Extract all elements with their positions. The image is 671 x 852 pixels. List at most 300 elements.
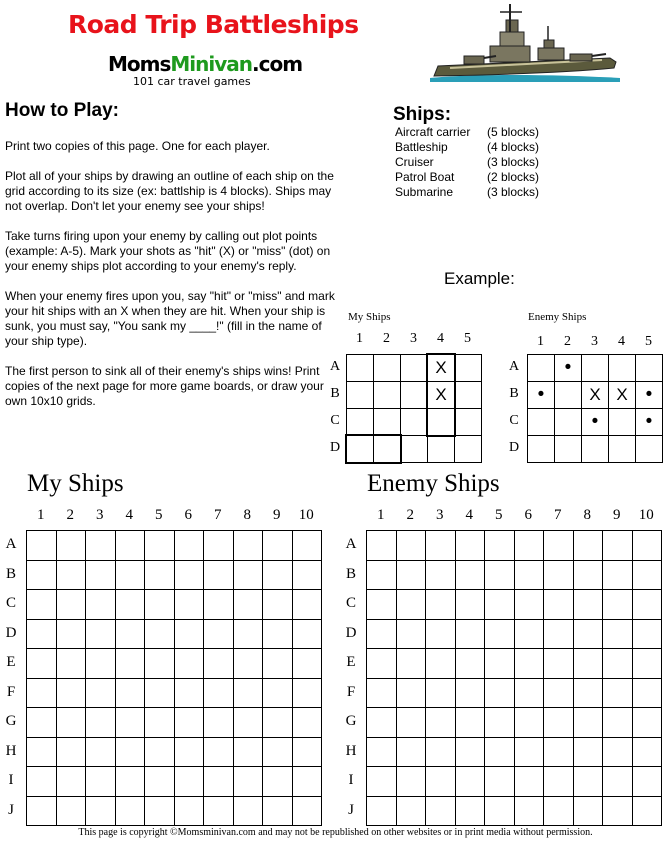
grid-cell[interactable]: • [582, 409, 609, 436]
grid-cell[interactable] [544, 767, 574, 797]
grid-cell[interactable] [174, 708, 204, 738]
grid-cell[interactable] [174, 619, 204, 649]
row-letter: B [509, 386, 519, 402]
grid-cell[interactable] [115, 619, 145, 649]
grid-cell[interactable] [56, 796, 86, 826]
grid-cell[interactable] [514, 649, 544, 679]
grid-cell[interactable] [396, 531, 426, 561]
grid-cell[interactable] [555, 409, 582, 436]
grid-cell[interactable] [233, 649, 263, 679]
grid-cell[interactable] [204, 678, 234, 708]
grid-cell[interactable] [27, 737, 57, 767]
grid-cell[interactable] [603, 590, 633, 620]
grid-cell[interactable] [426, 708, 456, 738]
grid-cell[interactable] [145, 767, 175, 797]
ship-row [395, 140, 539, 155]
grid-cell[interactable] [27, 590, 57, 620]
grid-cell[interactable] [204, 708, 234, 738]
grid-cell[interactable] [396, 737, 426, 767]
grid-cell[interactable] [263, 796, 293, 826]
grid-cell[interactable] [603, 678, 633, 708]
grid-cell[interactable] [544, 619, 574, 649]
grid-table [527, 354, 663, 463]
grid-cell[interactable] [347, 409, 374, 436]
grid-cell[interactable] [174, 737, 204, 767]
grid-cell[interactable] [426, 767, 456, 797]
ship-name: Cruiser [395, 155, 434, 169]
grid-cell[interactable] [485, 796, 515, 826]
grid-cell[interactable] [426, 560, 456, 590]
row-letter: A [508, 359, 520, 375]
column-number: 5 [155, 507, 163, 523]
row-letter: J [348, 801, 354, 818]
grid-cell[interactable] [233, 531, 263, 561]
ships-list [395, 125, 539, 200]
grid-cell[interactable] [204, 531, 234, 561]
column-number: 4 [437, 331, 444, 346]
example-heading: Example: [444, 269, 515, 288]
grid-cell[interactable] [174, 767, 204, 797]
grid-cell[interactable] [374, 382, 401, 409]
column-number: 5 [645, 334, 652, 349]
grid-cell[interactable] [455, 409, 482, 436]
grid-cell[interactable] [401, 436, 428, 463]
grid-cell[interactable] [573, 708, 603, 738]
grid-cell[interactable] [204, 737, 234, 767]
grid-cell[interactable] [396, 767, 426, 797]
grid-cell[interactable] [263, 560, 293, 590]
grid-cell[interactable] [115, 708, 145, 738]
grid-cell[interactable] [396, 678, 426, 708]
grid-cell[interactable] [485, 737, 515, 767]
column-number: 9 [613, 507, 621, 523]
copyright-footer: This page is copyright ©Momsminivan.com and may not be republished on other websites or in print media without permission. [78, 827, 593, 838]
column-number: 7 [554, 507, 562, 523]
grid-cell[interactable] [514, 619, 544, 649]
grid-cell[interactable] [636, 355, 663, 382]
grid-cell[interactable] [544, 590, 574, 620]
grid-cell[interactable] [455, 531, 485, 561]
grid-cell[interactable] [555, 436, 582, 463]
row-letter: I [348, 772, 354, 789]
grid-cell[interactable] [455, 708, 485, 738]
grid-cell[interactable] [485, 531, 515, 561]
grid-cell[interactable] [528, 355, 555, 382]
grid-cell[interactable] [86, 649, 116, 679]
grid-cell[interactable] [455, 796, 485, 826]
column-number: 1 [537, 334, 544, 349]
column-number: 7 [214, 507, 222, 523]
grid-cell[interactable] [263, 619, 293, 649]
grid-cell[interactable] [27, 619, 57, 649]
grid-cell[interactable] [632, 619, 662, 649]
grid-cell[interactable] [27, 649, 57, 679]
column-number: 10 [298, 507, 314, 523]
grid-cell[interactable] [56, 649, 86, 679]
rule-paragraph: Plot all of your ships by drawing an outline of each ship on the grid according to its size (ex: battlship is 4 blocks). Ships may not overlap. Don't let your enemy see your ships! [5, 169, 334, 213]
grid-cell[interactable] [573, 619, 603, 649]
row-letter: C [345, 595, 356, 612]
grid-cell[interactable] [204, 560, 234, 590]
row-letter: F [346, 683, 356, 700]
grid-cell[interactable] [426, 678, 456, 708]
grid-cell[interactable]: • [528, 382, 555, 409]
grid-cell[interactable] [632, 560, 662, 590]
row-letter: D [345, 624, 357, 641]
grid-cell[interactable] [174, 590, 204, 620]
grid-cell[interactable] [263, 649, 293, 679]
grid-cell[interactable] [544, 737, 574, 767]
grid-cell[interactable] [426, 590, 456, 620]
grid-cell[interactable] [86, 619, 116, 649]
grid-cell[interactable] [573, 678, 603, 708]
grid-cell[interactable] [455, 560, 485, 590]
grid-cell[interactable] [603, 619, 633, 649]
grid-cell[interactable] [609, 409, 636, 436]
grid-cell[interactable] [27, 796, 57, 826]
grid-cell[interactable] [115, 531, 145, 561]
grid-cell[interactable] [86, 560, 116, 590]
grid-cell[interactable] [374, 409, 401, 436]
row-letter: C [509, 413, 519, 429]
grid-row [27, 708, 322, 738]
grid-cell[interactable] [292, 767, 322, 797]
grid-cell[interactable] [263, 590, 293, 620]
grid-row [27, 590, 322, 620]
row-letter: I [8, 772, 14, 789]
ship-row [395, 155, 539, 170]
grid-cell[interactable] [347, 382, 374, 409]
grid-cell[interactable] [603, 737, 633, 767]
grid-cell[interactable] [401, 355, 428, 382]
grid-cell[interactable] [115, 796, 145, 826]
grid-row [367, 708, 662, 738]
grid-cell[interactable] [367, 678, 397, 708]
grid-cell[interactable] [174, 531, 204, 561]
grid-cell[interactable] [514, 678, 544, 708]
grid-cell[interactable] [367, 560, 397, 590]
grid-cell[interactable] [292, 531, 322, 561]
grid-cell[interactable] [514, 767, 544, 797]
grid-cell[interactable] [145, 619, 175, 649]
grid-cell[interactable] [582, 355, 609, 382]
grid-cell[interactable] [528, 409, 555, 436]
grid-row [528, 382, 663, 409]
grid-cell[interactable] [367, 796, 397, 826]
grid-cell[interactable] [603, 796, 633, 826]
grid-cell[interactable] [174, 678, 204, 708]
grid-cell[interactable] [485, 708, 515, 738]
grid-cell[interactable] [86, 767, 116, 797]
grid-cell[interactable] [367, 590, 397, 620]
grid-cell[interactable] [428, 436, 455, 463]
grid-cell[interactable] [455, 590, 485, 620]
grid-cell[interactable] [396, 649, 426, 679]
grid-cell[interactable] [396, 560, 426, 590]
ship-size: (3 blocks) [487, 155, 540, 169]
grid-cell[interactable] [401, 382, 428, 409]
grid-cell[interactable] [426, 796, 456, 826]
grid-cell[interactable] [86, 737, 116, 767]
grid-cell[interactable] [347, 355, 374, 382]
grid-cell[interactable] [426, 619, 456, 649]
grid-cell[interactable] [632, 590, 662, 620]
grid-cell[interactable] [233, 708, 263, 738]
grid-cell[interactable] [609, 436, 636, 463]
grid-cell[interactable] [514, 708, 544, 738]
grid-cell[interactable] [367, 649, 397, 679]
grid-cell[interactable] [115, 560, 145, 590]
grid-cell[interactable] [603, 649, 633, 679]
grid-cell[interactable] [145, 649, 175, 679]
grid-cell[interactable] [292, 737, 322, 767]
grid-cell[interactable] [514, 796, 544, 826]
grid-cell[interactable] [485, 649, 515, 679]
grid-row [367, 767, 662, 797]
grid-cell[interactable] [204, 796, 234, 826]
grid-cell[interactable] [233, 767, 263, 797]
site-prefix: Moms [108, 52, 171, 76]
grid-cell[interactable] [263, 531, 293, 561]
ship-size: (2 blocks) [487, 170, 540, 184]
grid-cell[interactable] [233, 737, 263, 767]
grid-cell[interactable] [233, 619, 263, 649]
grid-cell[interactable] [115, 678, 145, 708]
column-number: 1 [377, 507, 385, 523]
grid-cell[interactable] [367, 708, 397, 738]
grid-cell[interactable] [145, 708, 175, 738]
grid-cell[interactable]: • [636, 409, 663, 436]
grid-cell[interactable] [514, 560, 544, 590]
ship-row [395, 125, 539, 140]
grid-cell[interactable] [485, 767, 515, 797]
grid-cell[interactable] [292, 649, 322, 679]
grid-cell[interactable] [455, 767, 485, 797]
grid-cell[interactable] [56, 560, 86, 590]
grid-cell[interactable] [401, 409, 428, 436]
grid-cell[interactable] [544, 678, 574, 708]
grid-cell[interactable] [544, 560, 574, 590]
grid-cell[interactable] [263, 708, 293, 738]
grid-cell[interactable] [145, 796, 175, 826]
grid-cell[interactable] [573, 767, 603, 797]
grid-cell[interactable] [544, 649, 574, 679]
grid-row [528, 409, 663, 436]
grid-cell[interactable] [514, 737, 544, 767]
grid-cell[interactable] [374, 355, 401, 382]
grid-cell[interactable] [367, 531, 397, 561]
rule-paragraph: The first person to sink all of their enemy's ships wins! Print copies of the next page for more game boards, or draw your own 10x10 grids. [5, 364, 324, 408]
grid-cell[interactable] [632, 796, 662, 826]
grid-cell[interactable] [573, 649, 603, 679]
grid-cell[interactable] [603, 531, 633, 561]
grid-cell[interactable] [455, 619, 485, 649]
grid-cell[interactable] [426, 649, 456, 679]
grid-cell[interactable] [233, 590, 263, 620]
grid-cell[interactable] [263, 767, 293, 797]
grid-cell[interactable] [174, 796, 204, 826]
grid-cell[interactable] [145, 590, 175, 620]
grid-cell[interactable] [27, 767, 57, 797]
grid-cell[interactable] [27, 531, 57, 561]
grid-cell[interactable]: X [428, 355, 455, 382]
grid-table [26, 530, 322, 826]
grid-cell[interactable] [603, 708, 633, 738]
grid-cell[interactable] [485, 560, 515, 590]
grid-cell[interactable] [367, 619, 397, 649]
grid-cell[interactable] [56, 678, 86, 708]
grid-cell[interactable] [544, 708, 574, 738]
grid-cell[interactable] [632, 649, 662, 679]
ship-row [395, 185, 539, 200]
column-number: 6 [524, 507, 532, 523]
grid-cell[interactable] [573, 796, 603, 826]
grid-cell[interactable] [573, 590, 603, 620]
grid-cell[interactable] [426, 531, 456, 561]
grid-cell[interactable] [455, 355, 482, 382]
grid-cell[interactable] [632, 678, 662, 708]
grid-cell[interactable] [582, 436, 609, 463]
grid-cell[interactable] [27, 678, 57, 708]
grid-cell[interactable] [56, 590, 86, 620]
grid-row [367, 619, 662, 649]
grid-cell[interactable] [528, 436, 555, 463]
grid-cell[interactable]: X [428, 382, 455, 409]
column-number: 2 [406, 507, 414, 523]
site-logo-text [108, 52, 302, 76]
row-letter: H [5, 742, 17, 759]
grid-row [27, 619, 322, 649]
grid-cell[interactable] [115, 590, 145, 620]
grid-cell[interactable] [632, 737, 662, 767]
column-number: 5 [495, 507, 503, 523]
grid-cell[interactable] [263, 737, 293, 767]
grid-cell[interactable] [455, 436, 482, 463]
grid-cell[interactable] [56, 619, 86, 649]
grid-cell[interactable] [485, 619, 515, 649]
grid-cell[interactable] [396, 590, 426, 620]
grid-cell[interactable] [292, 678, 322, 708]
grid-cell[interactable] [367, 767, 397, 797]
grid-cell[interactable] [573, 560, 603, 590]
grid-cell[interactable] [485, 590, 515, 620]
grid-cell[interactable] [145, 737, 175, 767]
grid-row [367, 796, 662, 826]
grid-cell[interactable] [396, 796, 426, 826]
grid-cell[interactable] [233, 796, 263, 826]
row-letter: A [345, 536, 357, 553]
grid-cell[interactable]: • [636, 382, 663, 409]
tagline: 101 car travel games [133, 75, 251, 88]
grid-cell[interactable]: • [555, 355, 582, 382]
grid-cell[interactable] [204, 767, 234, 797]
grid-cell[interactable] [455, 737, 485, 767]
grid-cell[interactable] [544, 796, 574, 826]
grid-cell[interactable] [544, 531, 574, 561]
row-letter: B [345, 565, 356, 582]
grid-cell[interactable] [56, 737, 86, 767]
grid-cell[interactable]: X [582, 382, 609, 409]
grid-cell[interactable] [555, 382, 582, 409]
grid-cell[interactable] [573, 737, 603, 767]
grid-cell[interactable] [292, 560, 322, 590]
grid-cell[interactable] [86, 678, 116, 708]
grid-cell[interactable] [514, 590, 544, 620]
rule-paragraph: Print two copies of this page. One for each player. [5, 139, 270, 153]
grid-cell[interactable] [145, 531, 175, 561]
grid-cell[interactable] [632, 767, 662, 797]
grid-cell[interactable] [56, 767, 86, 797]
grid-cell[interactable] [573, 531, 603, 561]
grid-cell[interactable] [636, 436, 663, 463]
column-number: 4 [125, 507, 133, 523]
grid-cell[interactable] [292, 796, 322, 826]
grid-cell[interactable] [632, 708, 662, 738]
grid-cell[interactable] [56, 531, 86, 561]
grid-cell[interactable]: X [609, 382, 636, 409]
grid-cell[interactable] [27, 560, 57, 590]
grid-cell[interactable] [263, 678, 293, 708]
grid-cell[interactable] [145, 560, 175, 590]
grid-cell[interactable] [56, 708, 86, 738]
grid-cell[interactable] [86, 708, 116, 738]
grid-cell[interactable] [292, 619, 322, 649]
grid-cell[interactable] [455, 678, 485, 708]
grid-cell[interactable] [426, 737, 456, 767]
grid-cell[interactable] [174, 649, 204, 679]
row-letter: F [6, 683, 16, 700]
grid-cell[interactable] [204, 590, 234, 620]
grid-cell[interactable] [233, 678, 263, 708]
grid-cell[interactable] [603, 767, 633, 797]
grid-cell[interactable] [204, 649, 234, 679]
how-to-play-text [5, 139, 335, 424]
grid-cell[interactable] [204, 619, 234, 649]
grid-cell[interactable] [367, 737, 397, 767]
grid-cell[interactable] [396, 708, 426, 738]
grid-cell[interactable] [396, 619, 426, 649]
grid-cell[interactable] [514, 531, 544, 561]
grid-cell[interactable] [86, 796, 116, 826]
row-letter: D [5, 624, 17, 641]
grid-cell[interactable] [292, 708, 322, 738]
grid-cell[interactable] [86, 590, 116, 620]
grid-cell[interactable] [115, 649, 145, 679]
grid-cell[interactable] [603, 560, 633, 590]
column-number: 2 [383, 331, 390, 346]
grid-cell[interactable] [233, 560, 263, 590]
grid-row [367, 737, 662, 767]
ships-heading: Ships: [393, 104, 452, 125]
grid-cell[interactable] [174, 560, 204, 590]
column-number: 1 [356, 331, 363, 346]
grid-cell[interactable] [292, 590, 322, 620]
grid-cell[interactable] [609, 355, 636, 382]
grid-cell[interactable] [115, 737, 145, 767]
grid-cell[interactable] [455, 649, 485, 679]
row-letter: C [5, 595, 16, 612]
grid-cell[interactable] [27, 708, 57, 738]
grid-cell[interactable] [485, 678, 515, 708]
grid-cell[interactable] [115, 767, 145, 797]
column-number: 2 [564, 334, 571, 349]
grid-row [367, 560, 662, 590]
grid-cell[interactable] [455, 382, 482, 409]
grid-row [367, 590, 662, 620]
grid-cell[interactable] [632, 531, 662, 561]
grid-cell[interactable] [145, 678, 175, 708]
grid-cell[interactable] [86, 531, 116, 561]
